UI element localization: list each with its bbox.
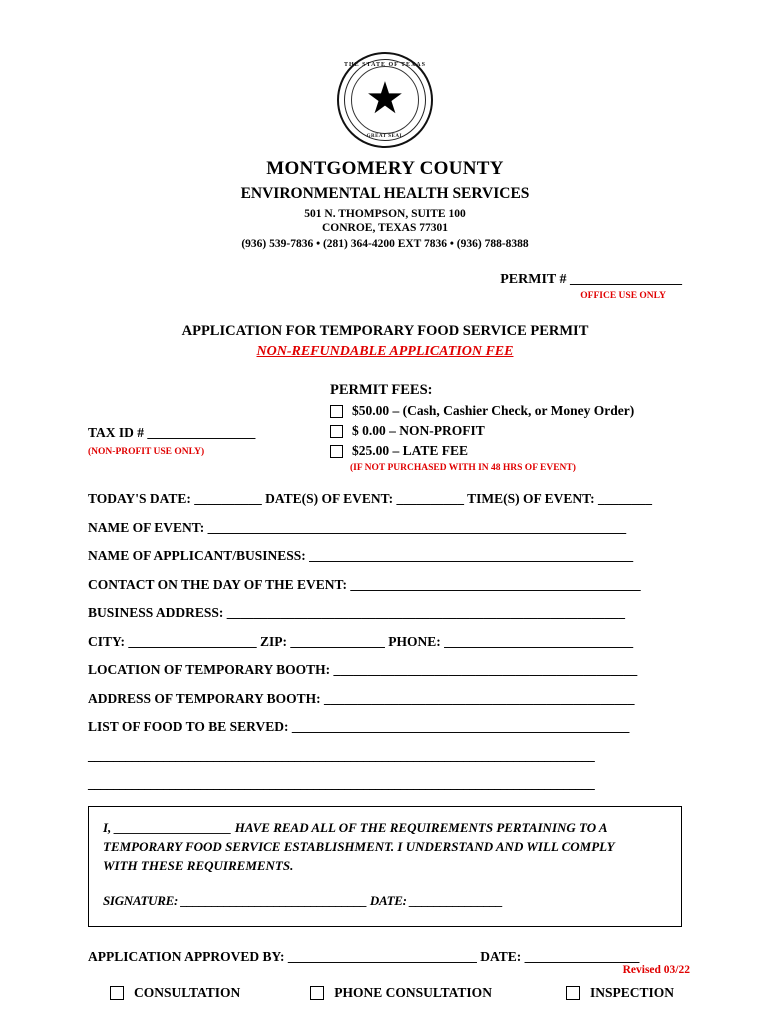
checkbox-phone-consultation[interactable] [310, 985, 492, 1001]
attestation-line-1[interactable]: I, __________________ HAVE READ ALL OF THE REQUIREMENTS PERTAINING TO A [103, 820, 608, 835]
attestation-box [88, 806, 682, 927]
attestation-line-3: WITH THESE REQUIREMENTS. [103, 857, 294, 873]
city-state-zip: CONROE, TEXAS 77301 [322, 222, 448, 234]
permit-number-block [0, 272, 770, 301]
fee-option-nonprofit[interactable] [330, 423, 634, 439]
signature-date-field[interactable]: SIGNATURE: ______________________________ DATE: _______________ [103, 892, 503, 908]
checkbox-icon-fee-late[interactable] [330, 445, 343, 458]
field-today-date-event[interactable]: TODAY'S DATE: __________ DATE(S) OF EVENT: __________ TIME(S) OF EVENT: ________ [88, 491, 653, 506]
checkbox-inspection[interactable] [566, 985, 674, 1001]
approval-method-checkboxes [0, 985, 770, 1001]
page-title: APPLICATION FOR TEMPORARY FOOD SERVICE PERMIT [181, 323, 589, 339]
seal-top-text: THE STATE OF TEXAS [344, 62, 426, 68]
revision-date: Revised 03/22 [622, 964, 690, 976]
fee-option-late[interactable] [330, 443, 634, 459]
field-location-temporary-booth[interactable]: LOCATION OF TEMPORARY BOOTH: _____________________________________________ [88, 662, 638, 677]
checkbox-label-consultation: CONSULTATION [134, 985, 241, 1001]
field-list-of-food-continued-1[interactable]: _________________________________________________________________________________ [88, 747, 595, 763]
tax-id-note: (NON-PROFIT USE ONLY) [88, 447, 205, 457]
page-subtitle: NON-REFUNDABLE APPLICATION FEE [256, 344, 514, 359]
field-name-of-event[interactable]: NAME OF EVENT: ______________________________________________________________ [88, 519, 627, 535]
street-address: 501 N. THOMPSON, SUITE 100 [304, 208, 466, 220]
fee-option-label-late: $25.00 – LATE FEE [352, 443, 469, 458]
phone-numbers: (936) 539-7836 • (281) 364-4200 EXT 7836 • (936) 788-8388 [241, 238, 529, 250]
attestation-line-2: TEMPORARY FOOD SERVICE ESTABLISHMENT. I UNDERSTAND AND WILL COMPLY [103, 838, 615, 854]
state-seal-container [0, 0, 770, 148]
checkbox-label-phone-consultation: PHONE CONSULTATION [334, 985, 492, 1001]
permit-number-field[interactable]: PERMIT # ________________ [500, 272, 682, 287]
document-header [0, 158, 770, 250]
fee-option-label-nonprofit: $ 0.00 – NON-PROFIT [352, 423, 485, 438]
seal-bottom-text: GREAT SEAL [366, 134, 404, 139]
late-fee-note: (IF NOT PURCHASED WITH IN 48 HRS OF EVENT) [350, 463, 576, 473]
permit-fees-heading: PERMIT FEES: [330, 382, 433, 398]
permit-fees-section [0, 403, 770, 485]
application-approved-by-field[interactable]: APPLICATION APPROVED BY: ____________________________ DATE: _________________ [88, 949, 640, 965]
field-list-of-food[interactable]: LIST OF FOOD TO BE SERVED: __________________________________________________ [88, 719, 630, 734]
field-city-zip-phone[interactable]: CITY: ___________________ ZIP: ______________ PHONE: ____________________________ [88, 633, 634, 649]
tax-id-field[interactable]: TAX ID # ________________ [88, 425, 256, 440]
texas-state-seal-icon [337, 52, 433, 148]
department-name: ENVIRONMENTAL HEALTH SERVICES [240, 185, 530, 202]
field-address-temporary-booth[interactable]: ADDRESS OF TEMPORARY BOOTH: ______________________________________________ [88, 690, 635, 706]
fee-option-label-50: $50.00 – (Cash, Cashier Check, or Money Order) [352, 403, 635, 418]
seal-star-icon: ★ [365, 74, 405, 124]
field-business-address[interactable]: BUSINESS ADDRESS: ___________________________________________________________ [88, 605, 626, 620]
fee-option-50[interactable] [330, 403, 634, 419]
checkbox-icon-inspection[interactable] [566, 986, 580, 1000]
field-name-of-applicant[interactable]: NAME OF APPLICANT/BUSINESS: ________________________________________________ [88, 548, 634, 563]
fee-options-list [330, 403, 634, 473]
form-fields-section [0, 491, 770, 792]
field-contact-day-of-event[interactable]: CONTACT ON THE DAY OF THE EVENT: ___________________________________________ [88, 576, 641, 592]
field-list-of-food-continued-2[interactable]: _________________________________________________________________________________ [88, 776, 595, 791]
checkbox-icon-phone-consultation[interactable] [310, 986, 324, 1000]
checkbox-icon-consultation[interactable] [110, 986, 124, 1000]
checkbox-label-inspection: INSPECTION [589, 985, 674, 1001]
checkbox-icon-fee-nonprofit[interactable] [330, 425, 343, 438]
organization-name: MONTGOMERY COUNTY [266, 158, 504, 179]
checkbox-consultation[interactable] [110, 985, 240, 1001]
office-use-only-note: OFFICE USE ONLY [580, 291, 666, 301]
checkbox-icon-fee-50[interactable] [330, 405, 343, 418]
